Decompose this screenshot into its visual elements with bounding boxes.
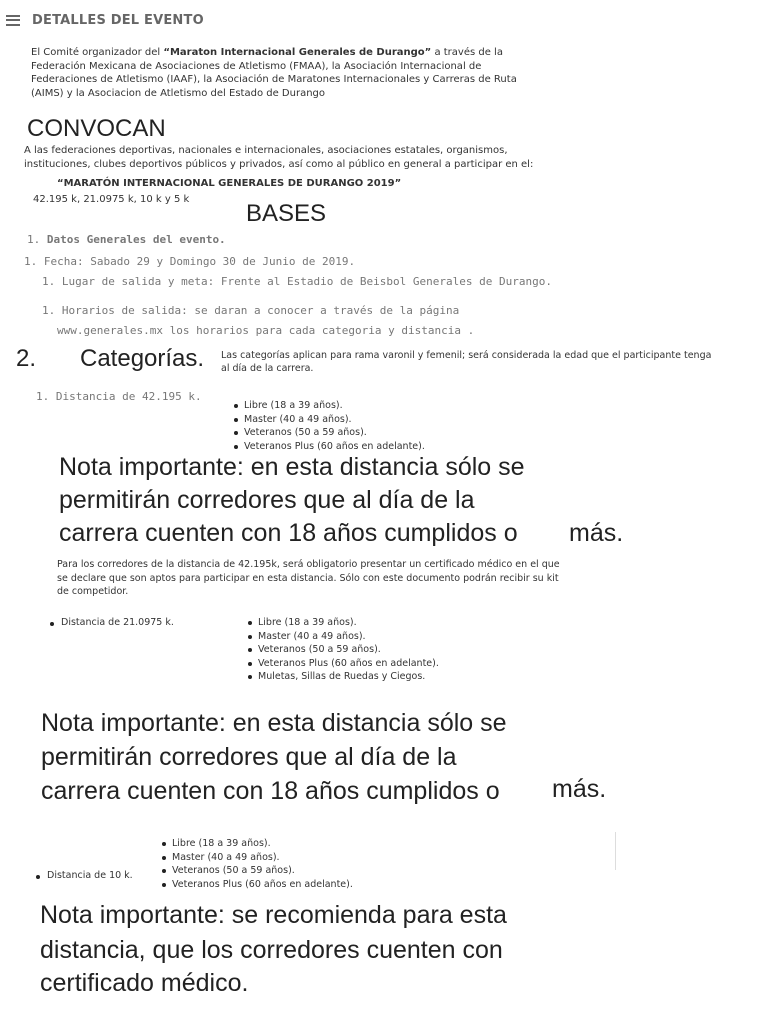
- categorias-number: 2.: [16, 345, 37, 372]
- nota-42-line-3: carrera cuenten con 18 años cumplidos o: [59, 519, 518, 547]
- horarios-line: 1. Horarios de salida: se daran a conocer a través de la página: [42, 304, 460, 317]
- divider: [615, 832, 616, 870]
- distancia-42-label: 1. Distancia de 42.195 k.: [36, 390, 202, 403]
- categories-10-list: [160, 837, 353, 891]
- nota-10-line-1: Nota importante: se recomienda para esta: [40, 901, 507, 929]
- section-title: DETALLES DEL EVENTO: [32, 12, 204, 28]
- convocan-heading: CONVOCAN: [27, 115, 166, 142]
- lugar-line: 1. Lugar de salida y meta: Frente al Estadio de Beisbol Generales de Durango.: [42, 275, 552, 288]
- list-item: Master (40 a 49 años).: [246, 630, 439, 644]
- distancia-10-label: Distancia de 10 k.: [33, 870, 762, 881]
- list-item: Master (40 a 49 años).: [232, 413, 425, 427]
- distancia-21-label: Distancia de 21.0975 k.: [47, 617, 762, 628]
- list-item: Veteranos Plus (60 años en adelante).: [246, 657, 439, 671]
- nota-10-line-2: distancia, que los corredores cuenten con: [40, 936, 503, 964]
- convocan-text: A las federaciones deportivas, nacionales e internacionales, asociaciones estatales, organismos, instituciones, clubes deportivos públicos y privados, así como al público en general a participar en el:: [24, 145, 534, 170]
- list-item: Veteranos Plus (60 años en adelante).: [160, 878, 353, 892]
- distances-list: 42.195 k, 21.0975 k, 10 k y 5 k: [33, 194, 190, 205]
- event-title: “MARATÓN INTERNACIONAL GENERALES DE DURANGO 2019”: [57, 178, 402, 189]
- intro-paragraph: El Comité organizador del “Maraton Internacional Generales de Durango” a través de la Federación Mexicana de Asociaciones de Atletismo (FMAA), la Asociación Internacional de Federaciones de Atletismo (IAAF), la Asociación de Maratones Internacionales y Carreras de Ruta (AIMS) y la Asociacion de Atletismo del Estado de Durango: [31, 47, 517, 99]
- list-item: Veteranos Plus (60 años en adelante).: [232, 440, 425, 454]
- section-header: [6, 10, 204, 30]
- menu-icon[interactable]: [6, 15, 20, 26]
- event-name-bold: “Maraton Internacional Generales de Durango”: [163, 47, 432, 58]
- list-item: Libre (18 a 39 años).: [232, 399, 425, 413]
- list-item: Master (40 a 49 años).: [160, 851, 353, 865]
- categorias-heading: Categorías.: [80, 345, 205, 372]
- nota-10-line-3: certificado médico.: [40, 969, 249, 997]
- list-item: Veteranos (50 a 59 años).: [232, 426, 425, 440]
- list-item: Libre (18 a 39 años).: [246, 616, 439, 630]
- fecha-line: 1. Fecha: Sabado 29 y Domingo 30 de Junio de 2019.: [24, 255, 356, 268]
- datos-generales: 1. Datos Generales del evento.: [27, 233, 226, 246]
- nota-42-line-1: Nota importante: en esta distancia sólo se: [59, 453, 525, 481]
- nota-21-line-1: Nota importante: en esta distancia sólo se: [41, 709, 507, 737]
- bases-heading: BASES: [246, 200, 327, 227]
- categories-21-list: [246, 616, 439, 684]
- horarios-url-line: www.generales.mx los horarios para cada categoria y distancia .: [57, 324, 475, 337]
- nota-21-end: más.: [552, 775, 607, 803]
- nota-42-line-2: permitirán corredores que al día de la: [59, 486, 475, 514]
- nota-21-line-2: permitirán corredores que al día de la: [41, 743, 457, 771]
- list-item: Muletas, Sillas de Ruedas y Ciegos.: [246, 670, 439, 684]
- categorias-note: Las categorías aplican para rama varonil y femenil; será considerada la edad que el participante tenga al día de la carrera.: [221, 350, 712, 374]
- categories-42-list: [232, 399, 425, 453]
- list-item: Libre (18 a 39 años).: [160, 837, 353, 851]
- nota-42-end: más.: [569, 519, 624, 547]
- certificado-42: Para los corredores de la distancia de 42.195k, será obligatorio presentar un certificado médico en el que se declare que son aptos para participar en esta distancia. Sólo con este documento podrán recibir su kit de competidor.: [57, 559, 560, 597]
- list-item: Veteranos (50 a 59 años).: [246, 643, 439, 657]
- list-item: Veteranos (50 a 59 años).: [160, 864, 353, 878]
- nota-21-line-3: carrera cuenten con 18 años cumplidos o: [41, 777, 500, 805]
